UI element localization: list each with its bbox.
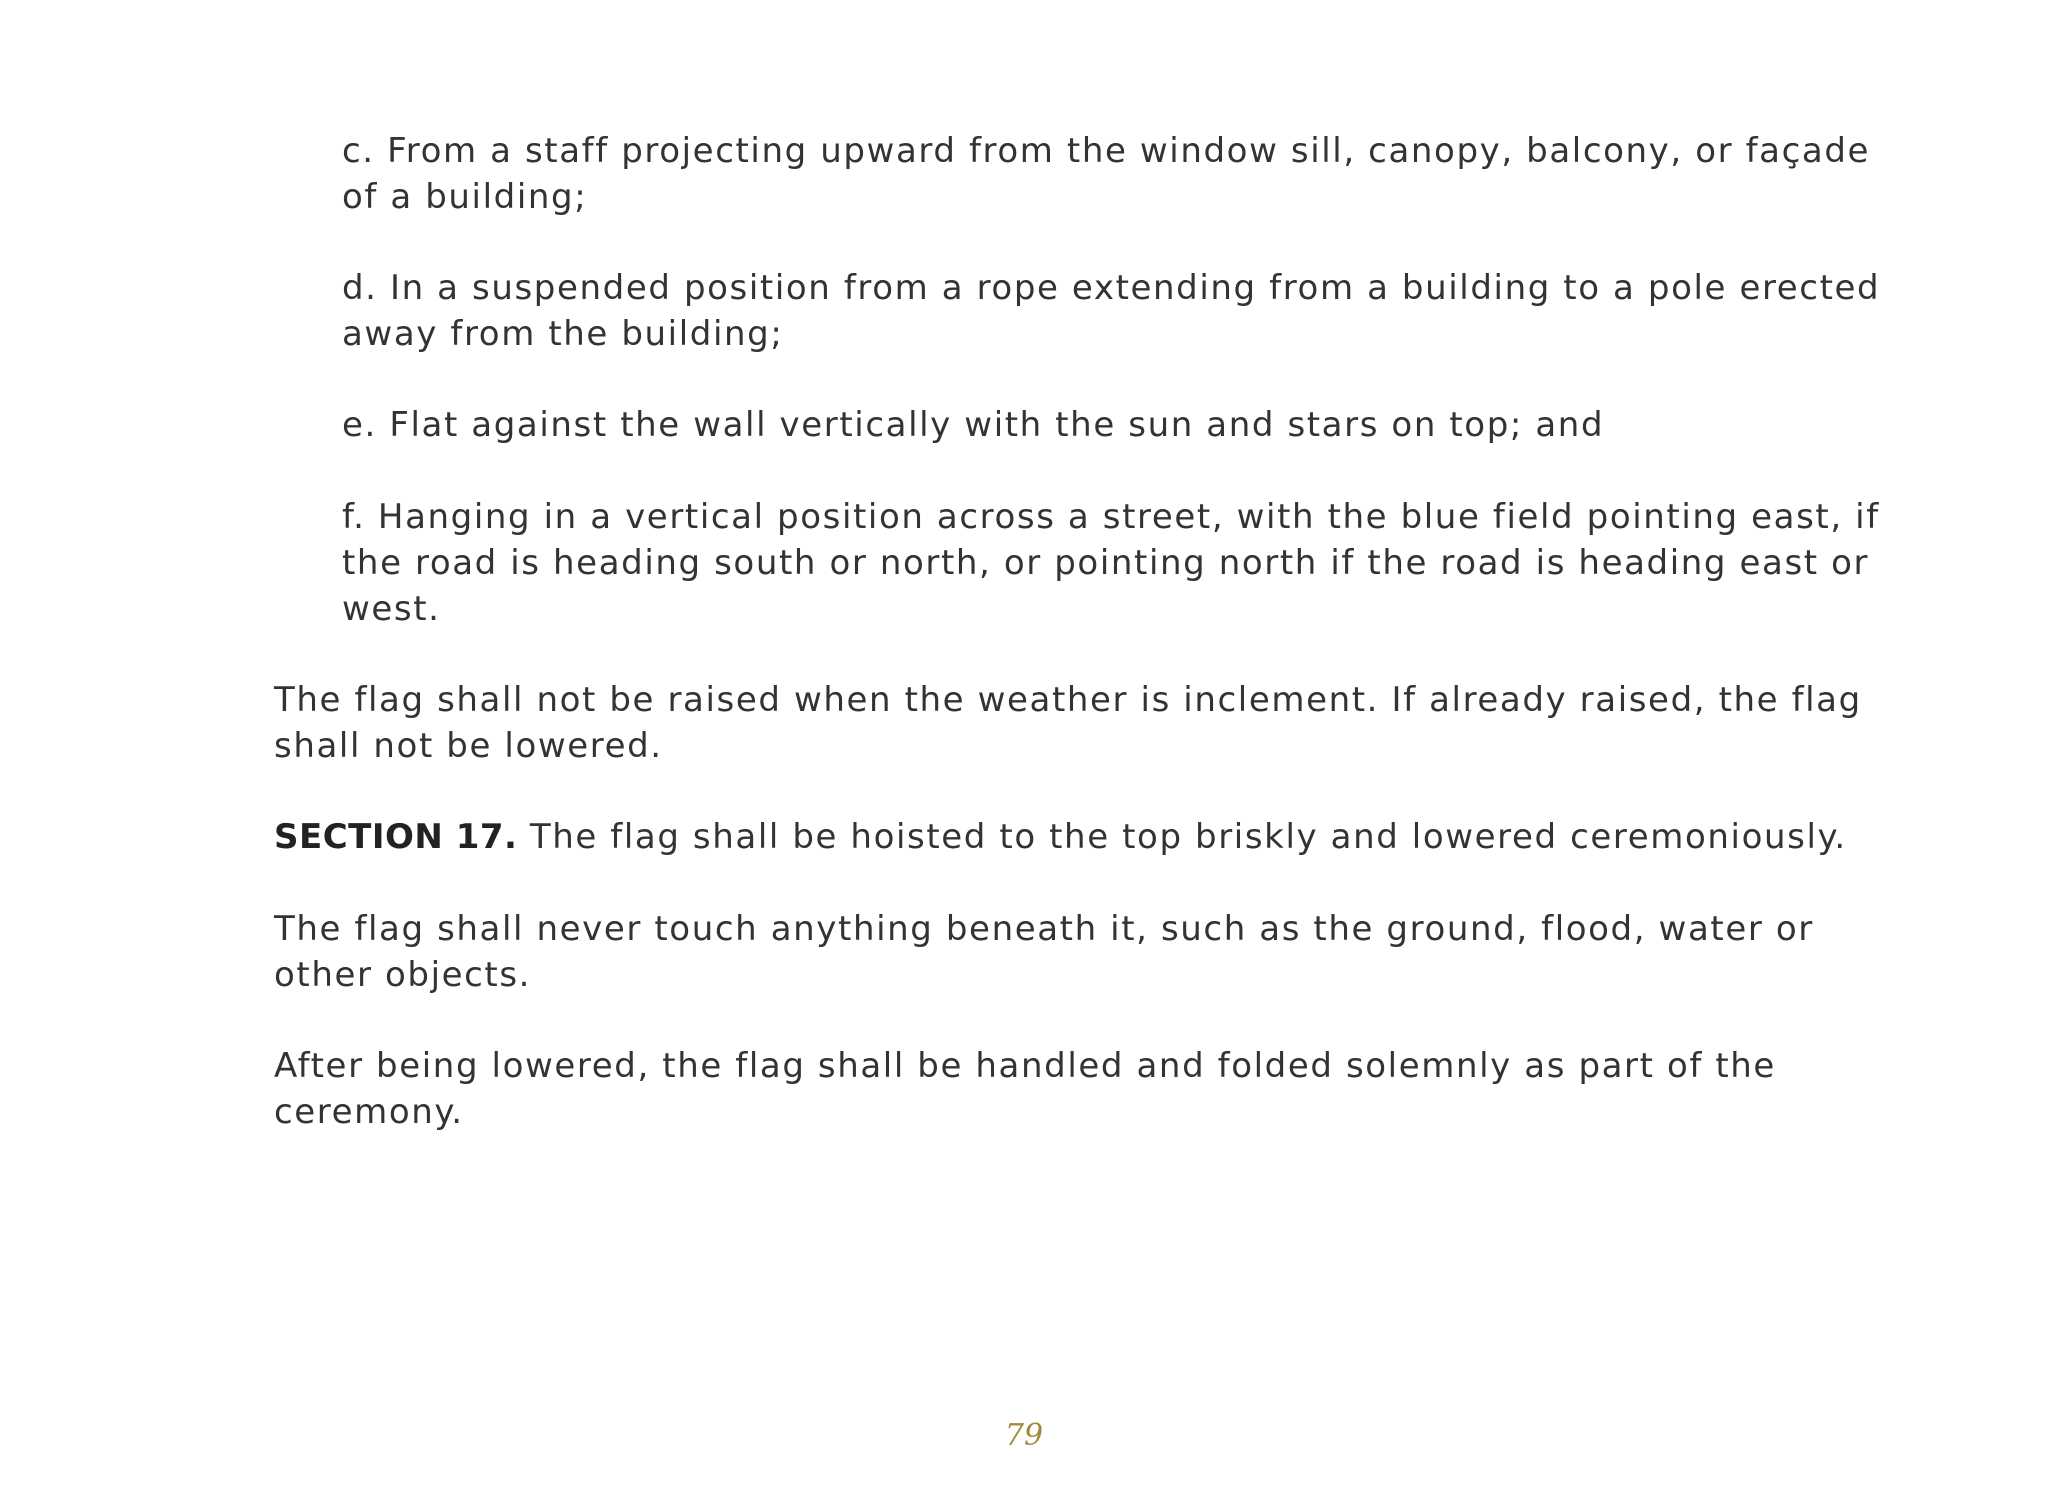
list-item-d	[342, 265, 1880, 357]
paragraph-weather-line-2: shall not be lowered.	[274, 726, 663, 766]
paragraph-weather-line-1: The flag shall not be raised when the weather is inclement. If already raised, the flag	[274, 680, 1862, 720]
list-item-d-line-2: away from the building;	[342, 314, 784, 354]
paragraph-folding	[274, 1043, 1776, 1135]
paragraph-touch	[274, 906, 1814, 998]
list-item-d-line-1: d. In a suspended position from a rope extending from a building to a pole erected	[342, 268, 1881, 308]
list-item-c-line-1: c. From a staff projecting upward from the window sill, canopy, balcony, or façade	[342, 131, 1871, 171]
list-item-c-line-2: of a building;	[342, 177, 588, 217]
section-17-text: The flag shall be hoisted to the top briskly and lowered ceremoniously.	[517, 817, 1847, 857]
paragraph-folding-line-1: After being lowered, the flag shall be handled and folded solemnly as part of the	[274, 1046, 1776, 1086]
paragraph-section-17	[274, 814, 1847, 860]
list-item-f	[342, 494, 1880, 632]
paragraph-touch-line-1: The flag shall never touch anything beneath it, such as the ground, flood, water or	[274, 909, 1814, 949]
paragraph-folding-line-2: ceremony.	[274, 1092, 464, 1132]
list-item-e-line-1: e. Flat against the wall vertically with the sun and stars on top; and	[342, 405, 1605, 445]
list-item-f-line-1: f. Hanging in a vertical position across a street, with the blue field pointing east, if	[342, 497, 1880, 537]
paragraph-touch-line-2: other objects.	[274, 955, 532, 995]
list-item-f-line-3: west.	[342, 589, 441, 629]
section-heading: SECTION 17.	[274, 817, 518, 857]
list-item-f-line-2: the road is heading south or north, or pointing north if the road is heading east or	[342, 543, 1870, 583]
list-item-e	[342, 402, 1604, 448]
paragraph-weather	[274, 677, 1862, 769]
page-number: 79	[1004, 1418, 1044, 1453]
list-item-c	[342, 128, 1870, 220]
